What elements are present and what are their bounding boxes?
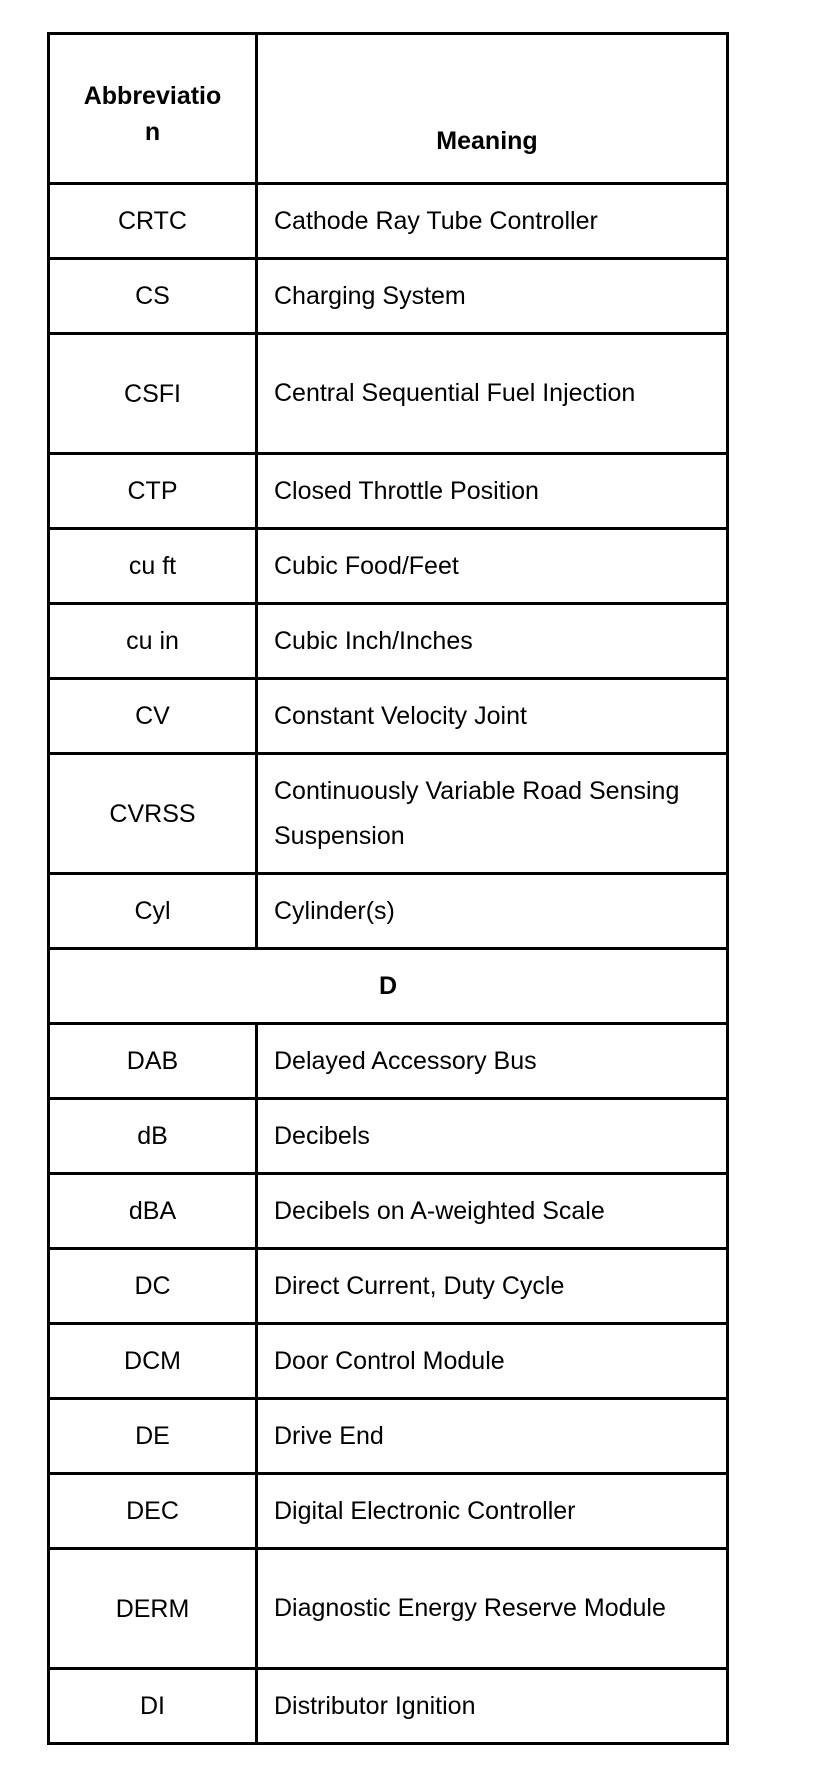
table-row (50, 875, 726, 950)
abbreviation-cell: DC (50, 1250, 258, 1322)
meaning-cell: Central Sequential Fuel Injection (274, 379, 636, 407)
meaning-cell: Decibels (274, 1121, 370, 1150)
meaning-cell: Direct Current, Duty Cycle (274, 1271, 565, 1300)
abbreviation-cell: DI (50, 1670, 258, 1742)
table-row (50, 755, 726, 875)
abbreviation-cell: cu in (50, 605, 258, 677)
abbreviation-cell: dBA (50, 1175, 258, 1247)
header-abbreviation (50, 35, 258, 182)
table-row (50, 1175, 726, 1250)
meaning-cell: Distributor Ignition (274, 1691, 476, 1720)
table-row (50, 1325, 726, 1400)
section-heading-d: D (50, 950, 726, 1025)
header-meaning (258, 35, 726, 182)
meaning-cell: Cylinder(s) (274, 896, 395, 925)
table-row (50, 260, 726, 335)
abbreviation-cell: CTP (50, 455, 258, 527)
meaning-cell: Charging System (274, 281, 466, 310)
section-d-rows (50, 1025, 726, 1745)
table-row (50, 1550, 726, 1670)
table-row (50, 185, 726, 260)
header-abbreviation-label: Abbreviation (83, 81, 222, 146)
section-c-rows (50, 185, 726, 950)
table-row (50, 1100, 726, 1175)
table-row (50, 605, 726, 680)
meaning-cell: Cubic Inch/Inches (274, 626, 473, 655)
meaning-cell: Door Control Module (274, 1346, 505, 1375)
table-header-row (50, 35, 726, 185)
abbreviation-cell: CSFI (50, 335, 258, 452)
abbreviation-cell: cu ft (50, 530, 258, 602)
table-row (50, 680, 726, 755)
meaning-cell: Digital Electronic Controller (274, 1496, 576, 1525)
table-row (50, 1475, 726, 1550)
meaning-cell: Constant Velocity Joint (274, 701, 527, 730)
abbreviation-cell: DAB (50, 1025, 258, 1097)
meaning-cell: Cathode Ray Tube Controller (274, 206, 598, 235)
abbreviation-cell: dB (50, 1100, 258, 1172)
abbreviation-cell: CS (50, 260, 258, 332)
abbreviation-cell: Cyl (50, 875, 258, 947)
meaning-cell: Drive End (274, 1421, 384, 1450)
abbreviation-cell: DE (50, 1400, 258, 1472)
header-meaning-label: Meaning (436, 127, 538, 155)
meaning-cell: Cubic Food/Feet (274, 551, 459, 580)
table-row (50, 1400, 726, 1475)
table-row (50, 1250, 726, 1325)
abbreviation-cell: CVRSS (50, 755, 258, 872)
meaning-cell: Continuously Variable Road Sensing Suspension (274, 776, 680, 850)
table-row (50, 1670, 726, 1745)
abbreviation-cell: DCM (50, 1325, 258, 1397)
abbreviation-cell: DERM (50, 1550, 258, 1667)
abbreviation-cell: DEC (50, 1475, 258, 1547)
table-row (50, 530, 726, 605)
meaning-cell: Delayed Accessory Bus (274, 1046, 537, 1075)
meaning-cell: Diagnostic Energy Reserve Module (274, 1594, 666, 1622)
table-row (50, 1025, 726, 1100)
meaning-cell: Closed Throttle Position (274, 476, 539, 505)
meaning-cell: Decibels on A-weighted Scale (274, 1196, 605, 1225)
abbreviations-table (47, 32, 729, 1745)
abbreviation-cell: CV (50, 680, 258, 752)
abbreviation-cell: CRTC (50, 185, 258, 257)
table-row (50, 335, 726, 455)
table-row (50, 455, 726, 530)
